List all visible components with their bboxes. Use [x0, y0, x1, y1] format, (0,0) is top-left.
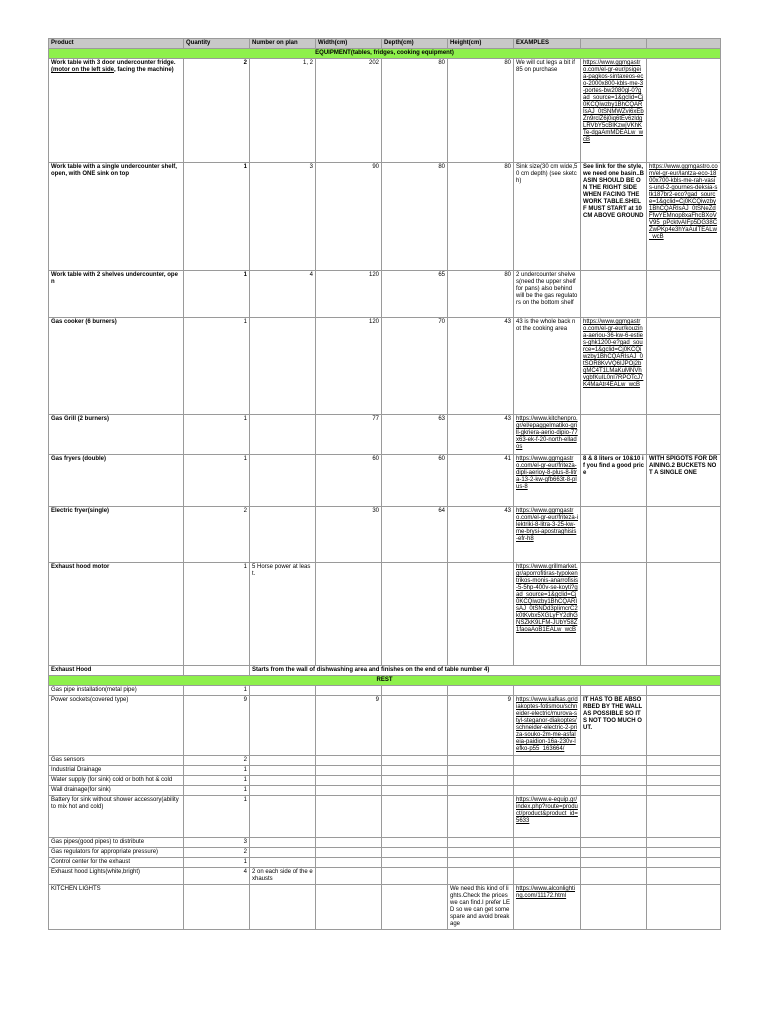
product-cell[interactable]: Gas regulators for appropriate pressure)	[49, 848, 184, 858]
table-row	[49, 666, 721, 676]
depth-cell[interactable]	[382, 686, 448, 696]
product-cell[interactable]: Gas pipes(good pipes) to distribute	[49, 838, 184, 848]
plan-number-cell[interactable]	[250, 786, 316, 796]
depth-cell[interactable]: 60	[382, 455, 448, 507]
product-cell[interactable]: Wall drainage(for sink)	[49, 786, 184, 796]
depth-cell[interactable]: 80	[382, 59, 448, 163]
examples-cell[interactable]	[514, 766, 581, 776]
table-row	[49, 848, 721, 858]
empty-cell[interactable]	[581, 563, 647, 666]
plan-number-cell[interactable]	[250, 686, 316, 696]
product-cell[interactable]: Water supply (for sink) cold or both hot & cold	[49, 776, 184, 786]
table-row	[49, 766, 721, 776]
depth-cell[interactable]: 70	[382, 318, 448, 415]
quantity-cell[interactable]: 1	[184, 786, 250, 796]
quantity-cell[interactable]: 3	[184, 838, 250, 848]
note-cell[interactable]	[581, 766, 647, 776]
plan-number-cell[interactable]	[250, 848, 316, 858]
section-equipment-title[interactable]: EQUIPMENT(tables, fridges, cooking equipment)	[49, 49, 721, 59]
table-row	[49, 271, 721, 318]
plan-number-cell[interactable]	[250, 415, 316, 455]
examples-cell[interactable]: https://www.ggmgastro.com/el-gr-eur/friteza-ilektriki-8-litra-3-25-kw-me-brysi-apostraghisis-efr-h8	[514, 507, 581, 563]
width-cell[interactable]: 120	[316, 318, 382, 415]
table-row	[49, 796, 721, 838]
width-cell[interactable]: 202	[316, 59, 382, 163]
plan-number-cell[interactable]	[250, 318, 316, 415]
quantity-cell[interactable]: 1	[184, 271, 250, 318]
note-cell[interactable]: 8 & 8 liters or 10&10 if you find a good price	[581, 455, 647, 507]
plan-number-cell[interactable]	[250, 455, 316, 507]
table-row	[49, 507, 721, 563]
height-cell[interactable]	[448, 796, 514, 838]
examples-cell[interactable]: We will cut legs a bit if 85 on purchase	[514, 59, 581, 163]
empty-cell[interactable]	[647, 796, 721, 838]
product-cell[interactable]: Gas Grill (2 burners)	[49, 415, 184, 455]
note-cell[interactable]: See link for the style, we need one basin..BASIN SHOULD BE ON THE RIGHT SIDE WHEN FACING THE WORK TABLE.SHELF MUST START at 10 CM ABOVE GROUND	[581, 163, 647, 271]
quantity-cell[interactable]: 2	[184, 507, 250, 563]
table-row	[49, 455, 721, 507]
depth-cell[interactable]: 63	[382, 415, 448, 455]
height-cell[interactable]	[448, 786, 514, 796]
depth-cell[interactable]	[382, 868, 448, 885]
section-row	[49, 49, 721, 59]
height-cell[interactable]: 80	[448, 271, 514, 318]
header-row	[49, 39, 721, 49]
width-cell[interactable]: 77	[316, 415, 382, 455]
width-cell[interactable]: 60	[316, 455, 382, 507]
quantity-cell[interactable]: 1	[184, 858, 250, 868]
depth-cell[interactable]	[382, 756, 448, 766]
product-cell[interactable]: Electric fryer(single)	[49, 507, 184, 563]
height-cell[interactable]	[448, 858, 514, 868]
product-cell[interactable]: Exhaust hood motor	[49, 563, 184, 666]
height-cell[interactable]	[448, 776, 514, 786]
quantity-cell[interactable]: 1	[184, 163, 250, 271]
header-cell[interactable]: Product	[49, 39, 184, 49]
depth-cell[interactable]	[382, 766, 448, 776]
quantity-cell[interactable]: 1	[184, 686, 250, 696]
product-name: Work table with 3 door undercounter fridge.	[51, 60, 176, 66]
section-row	[49, 676, 721, 686]
depth-cell[interactable]	[382, 563, 448, 666]
quantity-cell[interactable]: 1	[184, 796, 250, 838]
width-cell[interactable]	[316, 796, 382, 838]
height-cell[interactable]: We need this kind of lights.Check the prices we can find.I prefer LED so we can get some spare and avoid breakage	[448, 885, 514, 930]
product-cell[interactable]: Work table with a single undercounter shelf, open, with ONE sink on top	[49, 163, 184, 271]
height-cell[interactable]: 9	[448, 696, 514, 756]
note-cell[interactable]	[581, 786, 647, 796]
examples-cell[interactable]	[514, 848, 581, 858]
note-cell[interactable]	[581, 885, 647, 930]
quantity-cell[interactable]: 1	[184, 766, 250, 776]
examples-cell[interactable]	[514, 756, 581, 766]
height-cell[interactable]	[448, 848, 514, 858]
depth-cell[interactable]	[382, 776, 448, 786]
table-row	[49, 415, 721, 455]
plan-number-cell[interactable]	[250, 885, 316, 930]
examples-cell[interactable]	[514, 786, 581, 796]
note-cell[interactable]	[581, 848, 647, 858]
quantity-cell[interactable]: 2	[184, 756, 250, 766]
header-cell[interactable]: EXAMPLES	[514, 39, 581, 49]
width-cell[interactable]	[316, 868, 382, 885]
quantity-cell[interactable]: 1	[184, 318, 250, 415]
plan-number-cell[interactable]: 1, 2	[250, 59, 316, 163]
empty-cell[interactable]	[581, 271, 647, 318]
product-cell[interactable]: Exhaust Hood	[49, 666, 184, 676]
examples-cell[interactable]: https://www.kafkas.gr/diakoptes-fotismou/schneider-electric/murova-styl-steganor-diakoptes/schneider-electric-2-priza-souko-2m-me-asfaleia-paidion-16a-230v-lefko-p55_163664/	[514, 696, 581, 756]
empty-cell[interactable]	[647, 776, 721, 786]
width-cell[interactable]: 9	[316, 696, 382, 756]
examples-cell[interactable]: Sink size(30 cm wide,50 cm depth) (see sketch)	[514, 163, 581, 271]
width-cell[interactable]	[316, 776, 382, 786]
note-cell[interactable]	[581, 858, 647, 868]
height-cell[interactable]	[448, 766, 514, 776]
product-cell[interactable]: Gas pipe installation(metal pipe)	[49, 686, 184, 696]
depth-cell[interactable]	[382, 696, 448, 756]
product-cell[interactable]: Gas fryers (double)	[49, 455, 184, 507]
width-cell[interactable]	[316, 858, 382, 868]
height-cell[interactable]: 41	[448, 455, 514, 507]
height-cell[interactable]: 80	[448, 163, 514, 271]
examples-cell[interactable]: https://www.alconlighting.com/11172.html	[514, 885, 581, 930]
note-cell[interactable]	[581, 838, 647, 848]
empty-cell[interactable]	[647, 868, 721, 885]
table-row	[49, 163, 721, 271]
plan-number-cell[interactable]	[250, 696, 316, 756]
plan-number-cell[interactable]: 3	[250, 163, 316, 271]
depth-cell[interactable]	[382, 838, 448, 848]
width-cell[interactable]: 30	[316, 507, 382, 563]
empty-cell[interactable]	[581, 507, 647, 563]
height-cell[interactable]: 43	[448, 318, 514, 415]
table-row	[49, 696, 721, 756]
height-cell[interactable]	[448, 756, 514, 766]
quantity-cell[interactable]: 1	[184, 415, 250, 455]
plan-number-cell[interactable]	[250, 796, 316, 838]
width-cell[interactable]	[316, 563, 382, 666]
empty-cell[interactable]	[647, 696, 721, 756]
width-cell[interactable]	[316, 786, 382, 796]
note-cell[interactable]	[581, 796, 647, 838]
spreadsheet-table	[48, 38, 721, 930]
table-row	[49, 786, 721, 796]
table-row	[49, 776, 721, 786]
empty-cell[interactable]	[184, 666, 250, 676]
height-cell[interactable]	[448, 838, 514, 848]
width-cell[interactable]	[316, 848, 382, 858]
empty-cell[interactable]	[647, 858, 721, 868]
hood-note-cell[interactable]: Starts from the wall of dishwashing area and finishes on the end of table number 4)	[250, 666, 721, 676]
empty-cell[interactable]	[647, 756, 721, 766]
plan-number-cell[interactable]: 2 on each side of the exhausts	[250, 868, 316, 885]
product-cell[interactable]: KITCHEN LIGHTS	[49, 885, 184, 930]
table-row	[49, 686, 721, 696]
quantity-cell[interactable]: 2	[184, 59, 250, 163]
header-cell[interactable]: Height(cm)	[448, 39, 514, 49]
empty-cell[interactable]	[647, 271, 721, 318]
product-cell[interactable]: Gas sensors	[49, 756, 184, 766]
empty-cell[interactable]	[647, 885, 721, 930]
note-cell[interactable]	[581, 756, 647, 766]
depth-cell[interactable]	[382, 786, 448, 796]
product-cell[interactable]: Battery for sink without shower accessory(ability to mix hot and cold)	[49, 796, 184, 838]
product-cell[interactable]: Work table with 2 shelves undercounter, open	[49, 271, 184, 318]
examples-cell[interactable]: https://www.e-equip.gr/index.php?route=product/product&product_id=5633	[514, 796, 581, 838]
width-cell[interactable]: 90	[316, 163, 382, 271]
plan-number-cell[interactable]	[250, 858, 316, 868]
quantity-cell[interactable]: 1	[184, 563, 250, 666]
table-row	[49, 858, 721, 868]
plan-number-cell[interactable]: 4	[250, 271, 316, 318]
quantity-cell[interactable]	[184, 885, 250, 930]
empty-cell[interactable]	[647, 848, 721, 858]
examples-cell[interactable]: https://www.ggmgastro.com/el-gr-eur/friteza-dipli-aerioy-8-plus-8-litra-13-2-kw-gfb663t-8-plus-8	[514, 455, 581, 507]
examples-cell[interactable]	[514, 838, 581, 848]
extra-cell[interactable]: WITH SPIGOTS FOR DRAINING.2 BUCKETS NOT A SINGLE ONE	[647, 455, 721, 507]
table-row	[49, 318, 721, 415]
header-cell[interactable]: Quantity	[184, 39, 250, 49]
width-cell[interactable]	[316, 838, 382, 848]
product-name-rest: , facing the machine)	[114, 67, 174, 73]
width-cell[interactable]	[316, 885, 382, 930]
plan-number-cell[interactable]	[250, 838, 316, 848]
empty-cell[interactable]	[647, 686, 721, 696]
height-cell[interactable]	[448, 868, 514, 885]
depth-cell[interactable]	[382, 796, 448, 838]
table-row	[49, 756, 721, 766]
plan-number-cell[interactable]: 5 Horse power at least.	[250, 563, 316, 666]
empty-cell[interactable]	[647, 318, 721, 415]
product-name-underlined: (motor on the left side	[51, 67, 114, 73]
depth-cell[interactable]: 64	[382, 507, 448, 563]
note-cell[interactable]	[581, 776, 647, 786]
width-cell[interactable]	[316, 686, 382, 696]
header-cell[interactable]	[647, 39, 721, 49]
note-cell[interactable]: IT HAS TO BE ABSORBED BY THE WALL AS POSSIBLE SO ITS NOT TOO MUCH OUT.	[581, 696, 647, 756]
quantity-cell[interactable]: 4	[184, 868, 250, 885]
width-cell[interactable]	[316, 766, 382, 776]
product-cell[interactable]: Power sockets(covered type)	[49, 696, 184, 756]
link-cell[interactable]: https://www.ggmgastro.com/el-gr-eur/kouzina-aeriou-36-kw-6-esties-ghk1200-e?gad_source=1&gclid=Cj0KCQiwzby1BhCQARIsAJ_0tSOR8KvVQ6IJPOj2bqMC4T1LMaKuMNVhvgbfKuIL0nl7RPOTcJ7K4MaAtr4EALw_wcB	[581, 318, 647, 415]
table-row	[49, 868, 721, 885]
examples-cell[interactable]: 43 is the whole back not the cooking area	[514, 318, 581, 415]
product-cell[interactable]: Exhaust hood Lights(white,bright)	[49, 868, 184, 885]
empty-cell[interactable]	[647, 415, 721, 455]
examples-cell[interactable]	[514, 686, 581, 696]
height-cell[interactable]: 43	[448, 507, 514, 563]
empty-cell[interactable]	[581, 415, 647, 455]
link-cell[interactable]: https://www.ggmgastro.com/el-gr-eur/psigeia-pagkos-sintaxeos-eco-2000x800-kbls-me-3-portes-bw2080gl-0?gad_source=1&gclid=Cj0KCQiwzby1BhCQARIsAJ_0tSNMWZvi6xEbZn9rclZ6j0iq6tEv6zldgLRVbY5cBIKzwjVKhKTe-dgaAmMDEALw_wcB	[581, 59, 647, 163]
header-cell[interactable]	[581, 39, 647, 49]
height-cell[interactable]: 80	[448, 59, 514, 163]
depth-cell[interactable]: 80	[382, 163, 448, 271]
depth-cell[interactable]	[382, 885, 448, 930]
examples-cell[interactable]	[514, 868, 581, 885]
link-cell[interactable]: https://www.ggmgastro.com/el-gr-eur/lantza-eco-1800x700-kbls-me-rah-vasis-und-2-gournes-deksia-stk187br2-eco?gad_source=1&gclid=Cj0KCQiwzby1BhCQARIsAJ_0tSNeZdFfwYEMnop8xaFhcBXoVV95_pPcktvAIFp5DG38CZwPKp4e3hYaAuITEALw_wcB	[647, 163, 721, 271]
examples-cell[interactable]	[514, 776, 581, 786]
header-cell[interactable]: Number on plan	[250, 39, 316, 49]
empty-cell[interactable]	[647, 563, 721, 666]
product-cell[interactable]: Gas cooker (6 burners)	[49, 318, 184, 415]
height-cell[interactable]	[448, 563, 514, 666]
examples-cell[interactable]: 2 undercounter shelves(need the upper shelf for pans) also behind will be the gas regulators on the bottom shelf	[514, 271, 581, 318]
examples-cell[interactable]	[514, 858, 581, 868]
plan-number-cell[interactable]	[250, 507, 316, 563]
extra-cell[interactable]	[647, 59, 721, 163]
height-cell[interactable]	[448, 686, 514, 696]
quantity-cell[interactable]: 1	[184, 776, 250, 786]
quantity-cell[interactable]: 1	[184, 455, 250, 507]
note-cell[interactable]	[581, 686, 647, 696]
plan-number-cell[interactable]	[250, 766, 316, 776]
depth-cell[interactable]	[382, 848, 448, 858]
product-cell[interactable]: Control center for the exhaust	[49, 858, 184, 868]
table-row	[49, 838, 721, 848]
table-row	[49, 885, 721, 930]
header-cell[interactable]: Width(cm)	[316, 39, 382, 49]
width-cell[interactable]	[316, 756, 382, 766]
plan-number-cell[interactable]	[250, 756, 316, 766]
empty-cell[interactable]	[647, 507, 721, 563]
examples-cell[interactable]: https://www.kitchenpro.gr/el/epaggelmatiko-grill-gkriera-aerio-dipio-77x63-ek-f-20-north-ellados	[514, 415, 581, 455]
note-cell[interactable]	[581, 868, 647, 885]
quantity-cell[interactable]: 2	[184, 848, 250, 858]
empty-cell[interactable]	[647, 766, 721, 776]
empty-cell[interactable]	[647, 838, 721, 848]
depth-cell[interactable]	[382, 858, 448, 868]
width-cell[interactable]: 120	[316, 271, 382, 318]
examples-cell[interactable]: https://www.grillmarket.gr/aporrofitiras-typokentrikos-monis-anarrofisis-5-5hp-400v-se-koyti?gad_source=1&gclid=Cj0KCQiwzby1BhCQARIsAJ_0tSNDd3pIimcrC2k0tKvbx5XGLyFY2dhGNSZkK9LFM-JUbY58Z1faoaAoB1EALw_wcB	[514, 563, 581, 666]
plan-number-cell[interactable]	[250, 776, 316, 786]
empty-cell[interactable]	[647, 786, 721, 796]
height-cell[interactable]: 43	[448, 415, 514, 455]
table-row	[49, 563, 721, 666]
table-row	[49, 59, 721, 163]
header-cell[interactable]: Depth(cm)	[382, 39, 448, 49]
product-cell[interactable]	[49, 59, 184, 163]
quantity-cell[interactable]: 9	[184, 696, 250, 756]
depth-cell[interactable]: 65	[382, 271, 448, 318]
section-rest-title[interactable]: REST	[49, 676, 721, 686]
product-cell[interactable]: Industrial Drainage	[49, 766, 184, 776]
